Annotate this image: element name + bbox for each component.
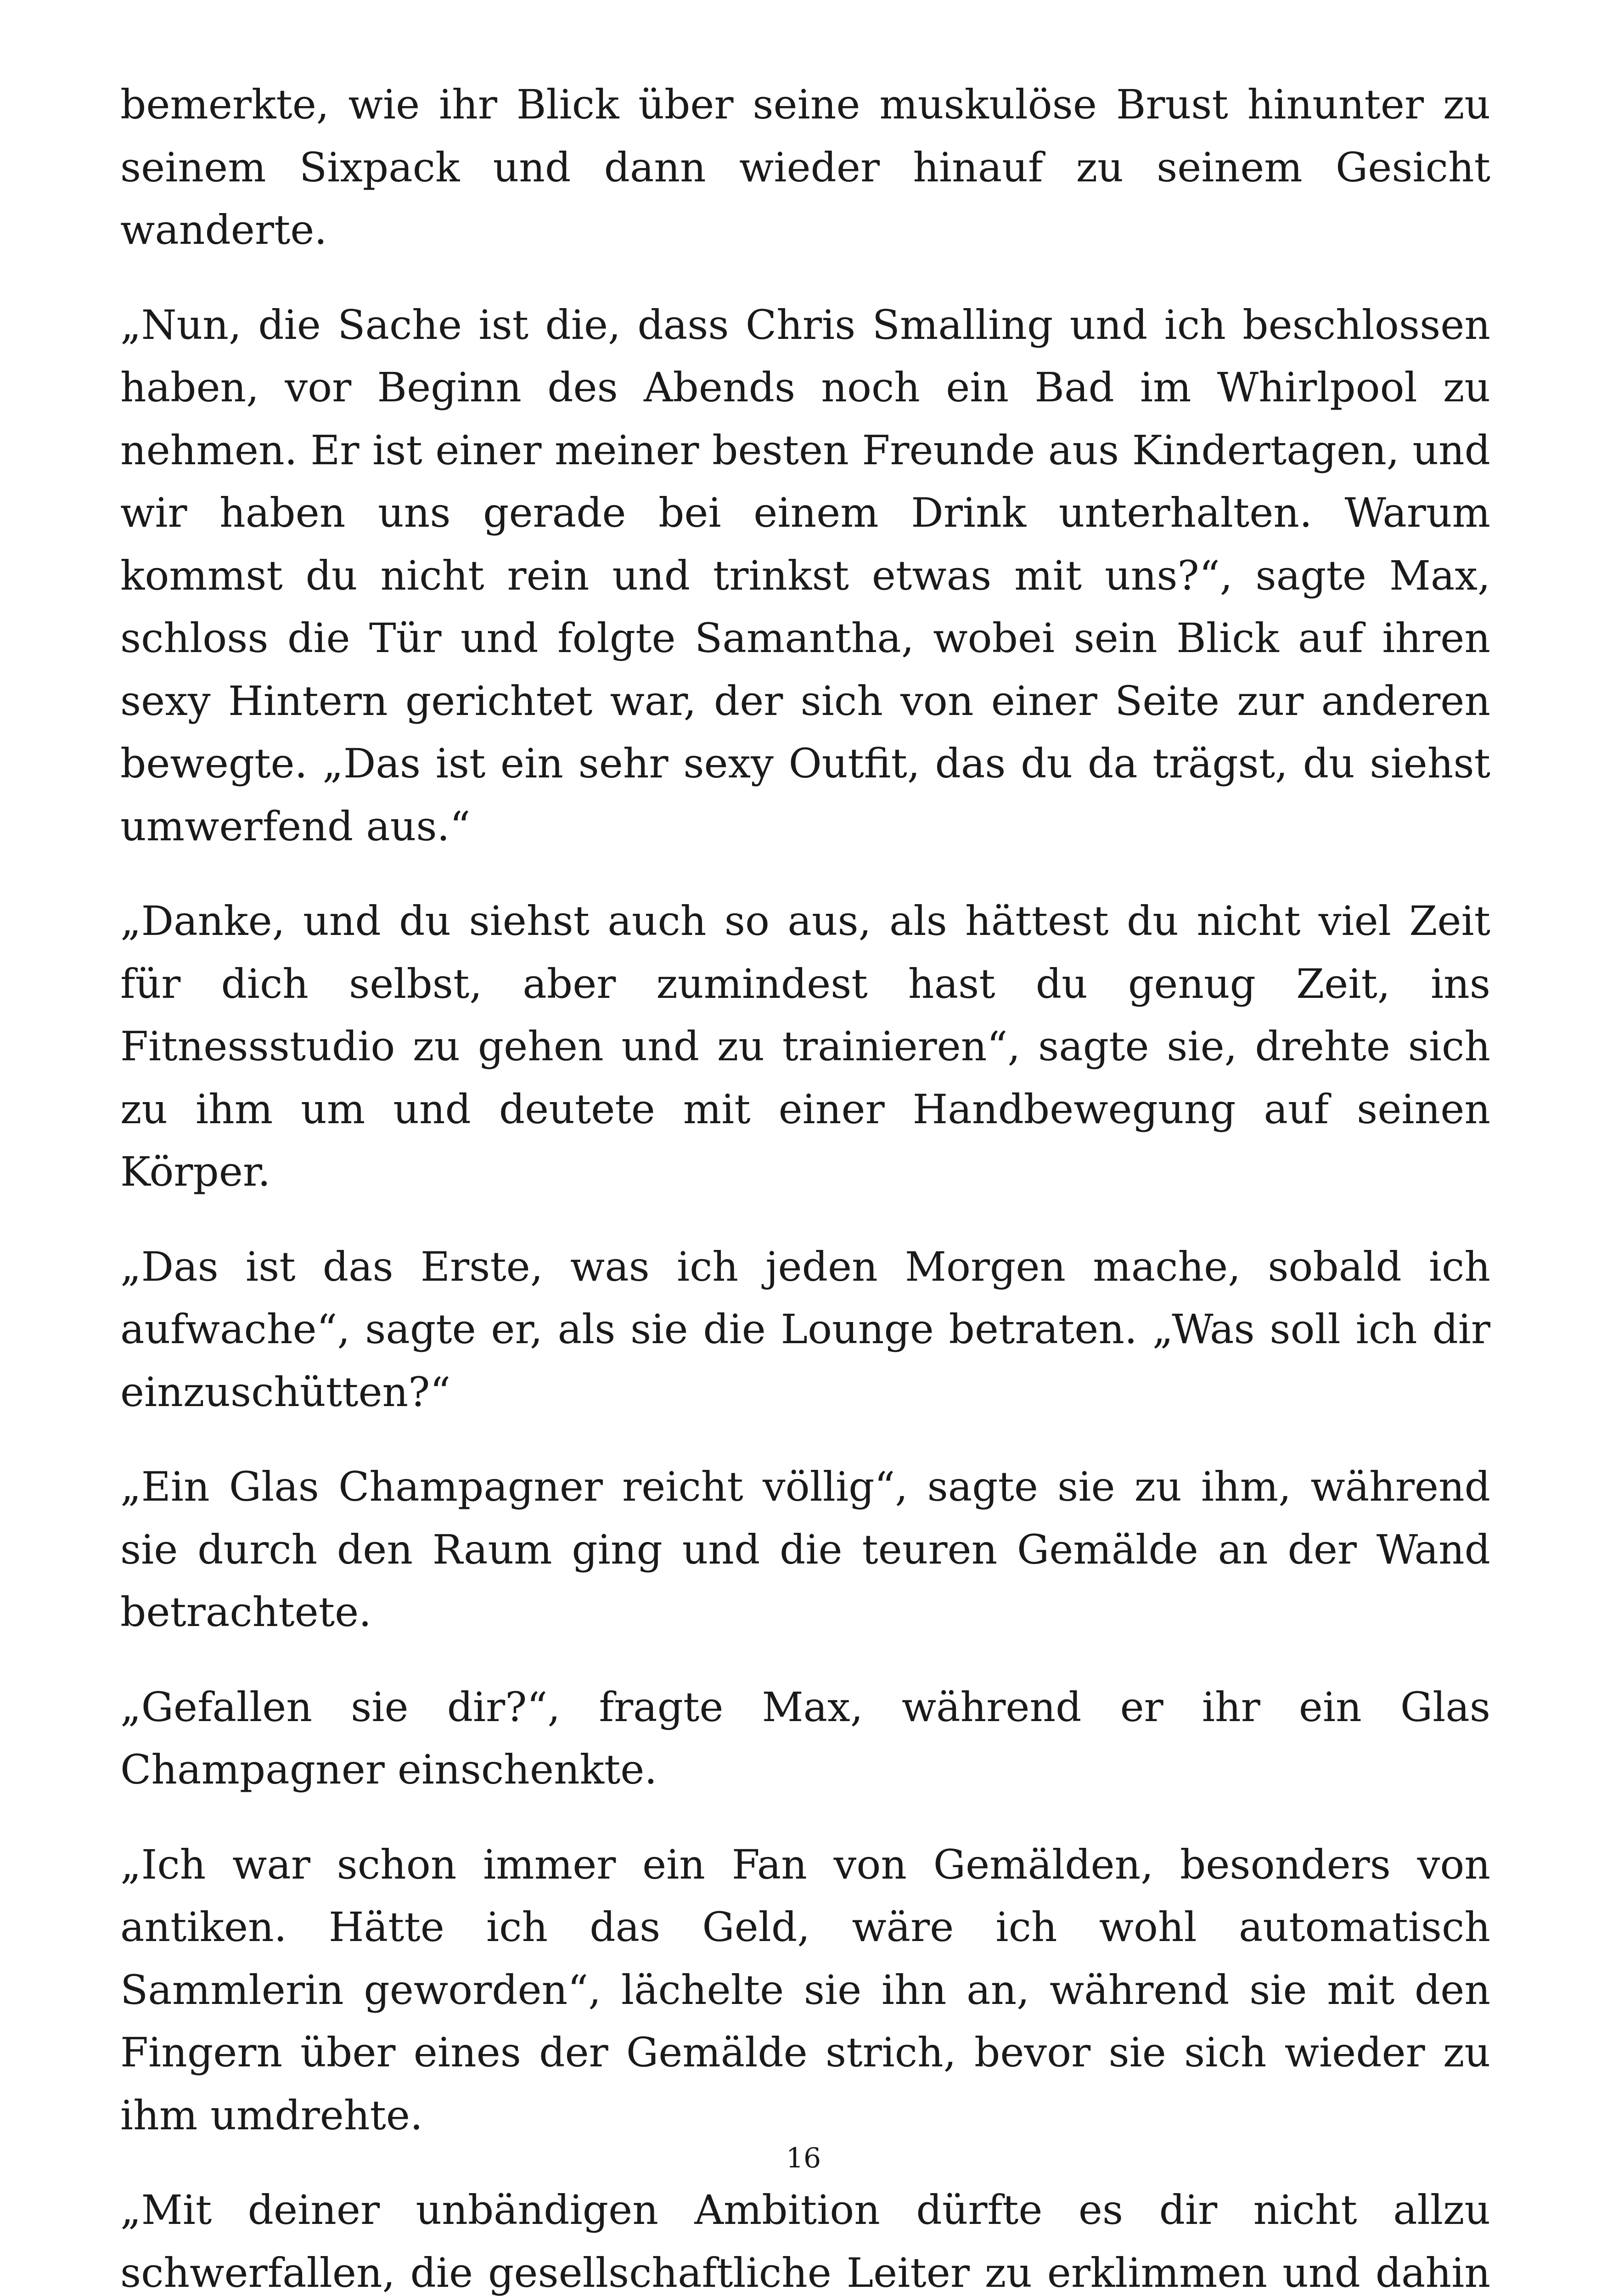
paragraph: „Nun, die Sache ist die, dass Chris Smalling und ich beschlossen haben, vor Beginn des Abends noch ein Bad im Whirlpool zu nehmen. Er ist einer meiner besten Freunde aus Kindertagen, und wir haben uns gerade bei einem Drink unterhalten. Warum kommst du nicht rein und trinkst etwas mit uns?“, sagte Max, schloss die Tür und folgte Samantha, wobei sein Blick auf ihren sexy Hintern gerichtet war, der sich von einer Seite zur anderen bewegte. „Das ist ein sehr sexy Outfit, das du da trägst, du siehst umwerfend aus.“ [120, 301, 1490, 850]
page-number: 16 [786, 2142, 821, 2174]
body-text [120, 73, 1490, 2296]
paragraph: „Das ist das Erste, was ich jeden Morgen mache, sobald ich aufwache“, sagte er, als sie die Lounge betraten. „Was soll ich dir einzuschütten?“ [120, 1243, 1490, 1416]
paragraph: bemerkte, wie ihr Blick über seine muskulöse Brust hinunter zu seinem Sixpack und dann wieder hinauf zu seinem Gesicht wanderte. [120, 81, 1490, 253]
paragraph: „Gefallen sie dir?“, fragte Max, während er ihr ein Glas Champagner einschenkte. [120, 1683, 1490, 1793]
paragraph: „Danke, und du siehst auch so aus, als hättest du nicht viel Zeit für dich selbst, aber zumindest hast du genug Zeit, ins Fitnessstudio zu gehen und zu trainieren“, sagte sie, drehte sich zu ihm um und deutete mit einer Handbewegung auf seinen Körper. [120, 897, 1490, 1195]
paragraph: „Ein Glas Champagner reicht völlig“, sagte sie zu ihm, während sie durch den Raum ging und die teuren Gemälde an der Wand betrachtete. [120, 1463, 1490, 1636]
paragraph: „Ich war schon immer ein Fan von Gemälden, besonders von antiken. Hätte ich das Geld, wäre ich wohl automatisch Sammlerin geworden“, lächelte sie ihn an, während sie mit den Fingern über eines der Gemälde strich, bevor sie sich wieder zu ihm umdrehte. [120, 1840, 1490, 2139]
paragraph: „Mit deiner unbändigen Ambition dürfte es dir nicht allzu schwerfallen, die gesellschaftliche Leiter zu erklimmen und dahin [120, 2186, 1490, 2296]
